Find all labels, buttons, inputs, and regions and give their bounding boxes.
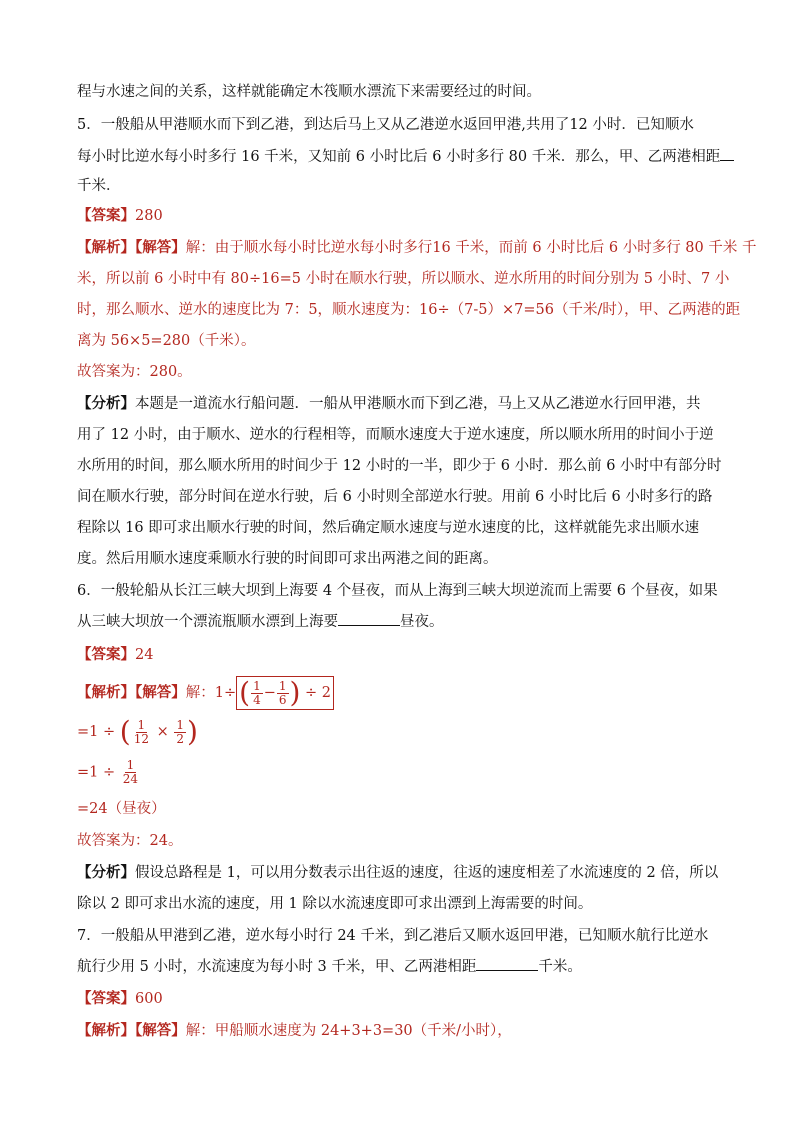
fraction: $\frac{1}{12}$	[133, 717, 149, 746]
analysis-text: 假设总路程是 1，可以用分数表示出往返的速度，往返的速度相差了水流速度的 2 倍，所以	[135, 865, 719, 881]
conclusion-5: 故答案为：280。	[77, 364, 192, 380]
text-line: 程与水速之间的关系，这样就能确定木筏顺水漂流下来需要经过的时间。	[77, 84, 541, 100]
solution-5-line: 米，所以前 6 小时中有 80÷16=5 小时在顺水行驶，所以顺水、逆水所用的时间分别为 5 小时、7 小	[77, 271, 730, 287]
question-6-line: 6．一般轮船从长江三峡大坝到上海要 4 个昼夜，而从上海到三峡大坝逆流而上需要 6 个昼夜，如果	[77, 583, 718, 599]
analysis-text: 本题是一道流水行船问题．一船从甲港顺水而下到乙港，马上又从乙港逆水行回甲港，共	[135, 396, 701, 412]
conclusion-6: 故答案为：24。	[77, 833, 183, 849]
answer-5	[77, 206, 727, 226]
analysis-5-line: 程除以 16 即可求出顺水行驶的时间，然后确定顺水速度与逆水速度的比，这样就能先求出顺水速	[77, 520, 700, 536]
question-7-line	[77, 957, 727, 977]
question-text: 昼夜。	[400, 614, 444, 630]
analysis-5-line: 度。然后用顺水速度乘顺水行驶的时间即可求出两港之间的距离。	[77, 551, 498, 567]
question-text: 每小时比逆水每小时多行 16 千米，又知前 6 小时比后 6 小时多行 80 千米．那么，甲、乙两港相距	[77, 149, 721, 165]
question-7-line: 7．一般船从甲港到乙港，逆水每小时行 24 千米，到乙港后又顺水返回甲港，已知顺水航行比逆水	[77, 928, 709, 944]
analysis-5-line: 用了 12 小时，由于顺水、逆水的行程相等，而顺水速度大于逆水速度，所以顺水所用的时间小于逆	[77, 427, 714, 443]
solution-6-math-1	[77, 676, 334, 710]
answer-value: 24	[135, 647, 154, 663]
question-5-line: 5．一般船从甲港顺水而下到乙港，到达后马上又从乙港逆水返回甲港,共用了12 小时．已知顺水	[77, 117, 694, 133]
answer-blank	[476, 970, 538, 971]
answer-value: 600	[135, 991, 163, 1007]
answer-blank	[338, 625, 400, 626]
solution-text: 解：1÷	[185, 685, 237, 701]
fraction: $\frac{1}{4}$	[253, 678, 261, 707]
question-5-line	[77, 147, 727, 167]
solution-text: 解：甲船顺水速度为 24+3+3=30（千米/小时），	[185, 1023, 512, 1039]
answer-value: 280	[135, 208, 163, 224]
question-6-line	[77, 612, 727, 632]
solution-label: 【解析】【解答】	[77, 239, 186, 256]
question-text: 航行少用 5 小时，水流速度为每小时 3 千米，甲、乙两港相距	[77, 959, 477, 975]
bracket-expression: ( $\frac{1}{4}$ − $\frac{1}{6}$ ) ÷ 2	[236, 676, 334, 710]
solution-5-line: 时，那么顺水、逆水的速度比为 7：5，顺水速度为：16÷（7-5）×7=56（千米/时），甲、乙两港的距	[77, 302, 741, 318]
analysis-6-line: 除以 2 即可求出水流的速度，用 1 除以水流速度即可求出漂到上海需要的时间。	[77, 896, 593, 912]
answer-label: 【答案】	[77, 207, 135, 224]
solution-5-line: 【解析】【解答】解：由于顺水每小时比逆水每小时多行16 千米，而前 6 小时比后 6 小时多行 80 千米 千	[77, 239, 757, 256]
analysis-label: 【分析】	[77, 864, 135, 881]
solution-text: 解：由于顺水每小时比逆水每小时多行16 千米，而前 6 小时比后 6 小时多行 80 千米	[185, 240, 738, 256]
answer-blank	[720, 160, 734, 161]
solution-7-line	[77, 1021, 727, 1041]
question-text: 从三峡大坝放一个漂流瓶顺水漂到上海要	[77, 614, 338, 630]
answer-label: 【答案】	[77, 990, 135, 1007]
solution-5-line: 离为 56×5=280（千米）。	[77, 333, 256, 349]
analysis-5-line: 水所用的时间，那么顺水所用的时间少于 12 小时的一半，即少于 6 小时．那么前 6 小时中有部分时	[77, 458, 722, 474]
analysis-5-line: 间在顺水行驶，部分时间在逆水行驶，后 6 小时则全部逆水行驶。用前 6 小时比后 6 小时多行的路	[77, 489, 713, 505]
answer-7	[77, 989, 727, 1009]
question-text: 千米。	[538, 959, 582, 975]
solution-6-math-2: =1 ÷ ( $\frac{1}{12}$ × $\frac{1}{2}$ )	[77, 715, 198, 748]
solution-6-result: =24（昼夜）	[77, 801, 166, 817]
analysis-label: 【分析】	[77, 395, 135, 412]
answer-label: 【答案】	[77, 646, 135, 663]
question-5-line: 千米．	[77, 178, 121, 194]
solution-label: 【解析】【解答】	[77, 684, 186, 701]
fraction: $\frac{1}{6}$	[278, 678, 287, 707]
fraction: $\frac{1}{24}$	[122, 758, 139, 786]
answer-6	[77, 645, 727, 665]
solution-6-math-3: =1 ÷ $\frac{1}{24}$	[77, 758, 139, 786]
analysis-6-line	[77, 863, 727, 883]
solution-label: 【解析】【解答】	[77, 1022, 186, 1039]
fraction: $\frac{1}{2}$	[176, 717, 184, 746]
analysis-5-line	[77, 394, 727, 414]
